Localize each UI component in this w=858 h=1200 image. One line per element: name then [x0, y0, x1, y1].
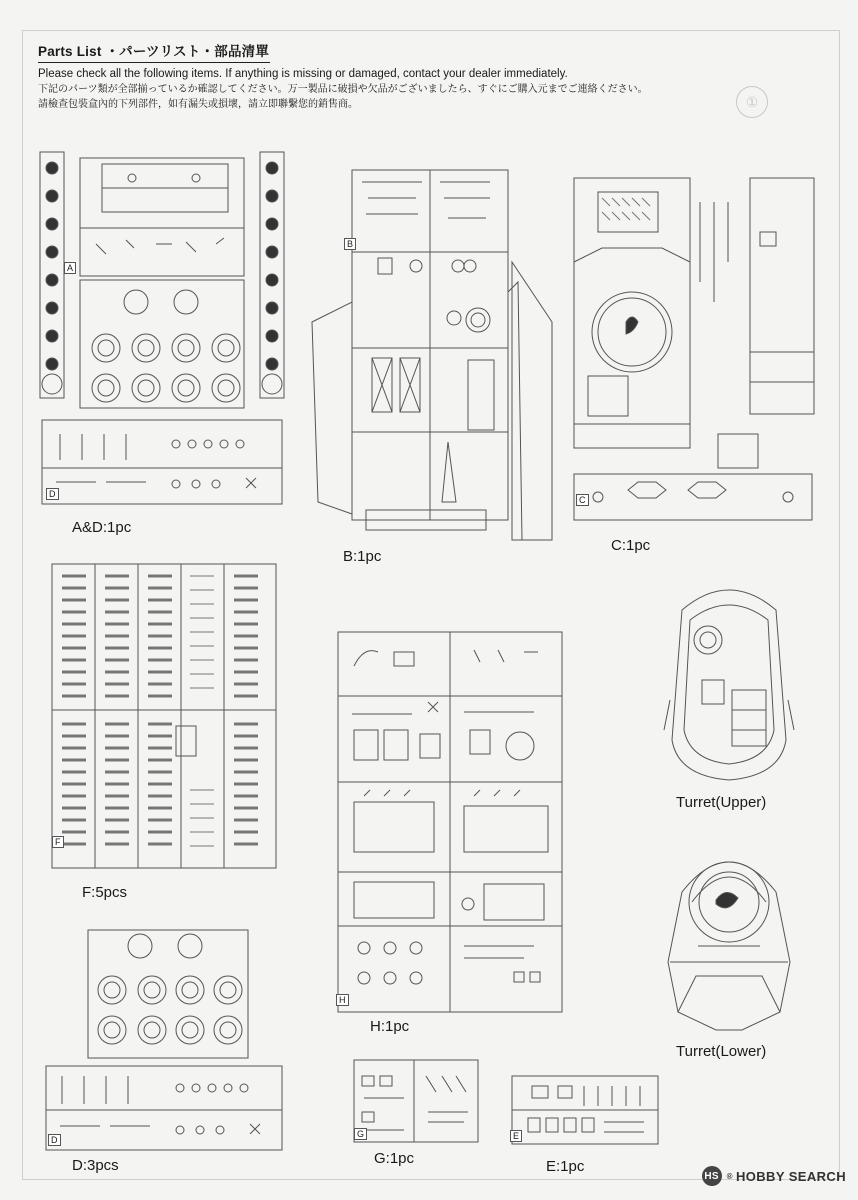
sprue-ad-drawing	[36, 148, 286, 510]
logo-badge-icon: HS	[702, 1166, 722, 1186]
notice-english: Please check all the following items. If anything is missing or damaged, contact your dealer immediately.	[38, 68, 568, 80]
caption-c: C:1pc	[611, 537, 651, 554]
watermark-mark: ①	[736, 86, 768, 118]
sprue-letter-f: F	[52, 836, 64, 848]
caption-turret-upper: Turret(Upper)	[676, 794, 767, 811]
sprue-e-svg	[508, 1072, 662, 1148]
sprue-e-drawing	[508, 1072, 662, 1148]
sprue-g-svg	[350, 1056, 482, 1146]
sprue-letter-d-single: D	[48, 1134, 61, 1146]
sprue-ad-svg	[36, 148, 286, 510]
sprue-f-drawing	[48, 560, 280, 872]
sprue-letter-h: H	[336, 994, 349, 1006]
sprue-h-drawing	[334, 626, 566, 1016]
sprue-c-drawing	[568, 172, 818, 524]
turret-lower-svg	[662, 842, 796, 1034]
sprue-letter-g: G	[354, 1128, 367, 1140]
sprue-h-svg	[334, 626, 566, 1016]
sprue-d-svg	[40, 924, 286, 1154]
caption-d: D:3pcs	[72, 1157, 119, 1174]
notice-chinese: 請檢查包裝盒內的下列部件，如有漏失或損壞，請立即聯繫您的銷售商。	[38, 99, 358, 110]
turret-lower-drawing	[662, 842, 796, 1034]
sprue-b-drawing	[308, 162, 558, 542]
header	[38, 40, 269, 60]
sprue-d-drawing	[40, 924, 286, 1154]
caption-e: E:1pc	[546, 1158, 585, 1175]
caption-ad: A&D:1pc	[72, 519, 132, 536]
sprue-c-svg	[568, 172, 818, 524]
caption-b: B:1pc	[343, 548, 382, 565]
sprue-f-svg	[48, 560, 280, 872]
sprue-letter-c: C	[576, 494, 589, 506]
logo-reg-mark: ®	[726, 1171, 733, 1181]
sprue-b-svg	[308, 162, 558, 542]
title-underline	[38, 62, 270, 63]
caption-h: H:1pc	[370, 1018, 410, 1035]
turret-upper-svg	[662, 580, 796, 784]
turret-upper-drawing	[662, 580, 796, 784]
hobby-search-logo	[702, 1166, 846, 1186]
logo-text: HOBBY SEARCH	[735, 1168, 846, 1184]
sprue-letter-b: B	[344, 238, 356, 250]
notice-block	[38, 67, 648, 112]
sprue-g-drawing	[350, 1056, 482, 1146]
sprue-letter-a: A	[64, 262, 76, 274]
caption-f: F:5pcs	[82, 884, 128, 901]
caption-turret-lower: Turret(Lower)	[676, 1043, 767, 1060]
sprue-letter-d: D	[46, 488, 59, 500]
notice-japanese: 下記のパーツ類が全部揃っているか確認してください。万一製品に破損や欠品がございましたら、すぐにご購入元までご連絡ください。	[38, 84, 648, 95]
caption-g: G:1pc	[374, 1150, 415, 1167]
page-title: Parts List ・パーツリスト・部品清單	[38, 44, 270, 59]
sprue-letter-e: E	[510, 1130, 522, 1142]
